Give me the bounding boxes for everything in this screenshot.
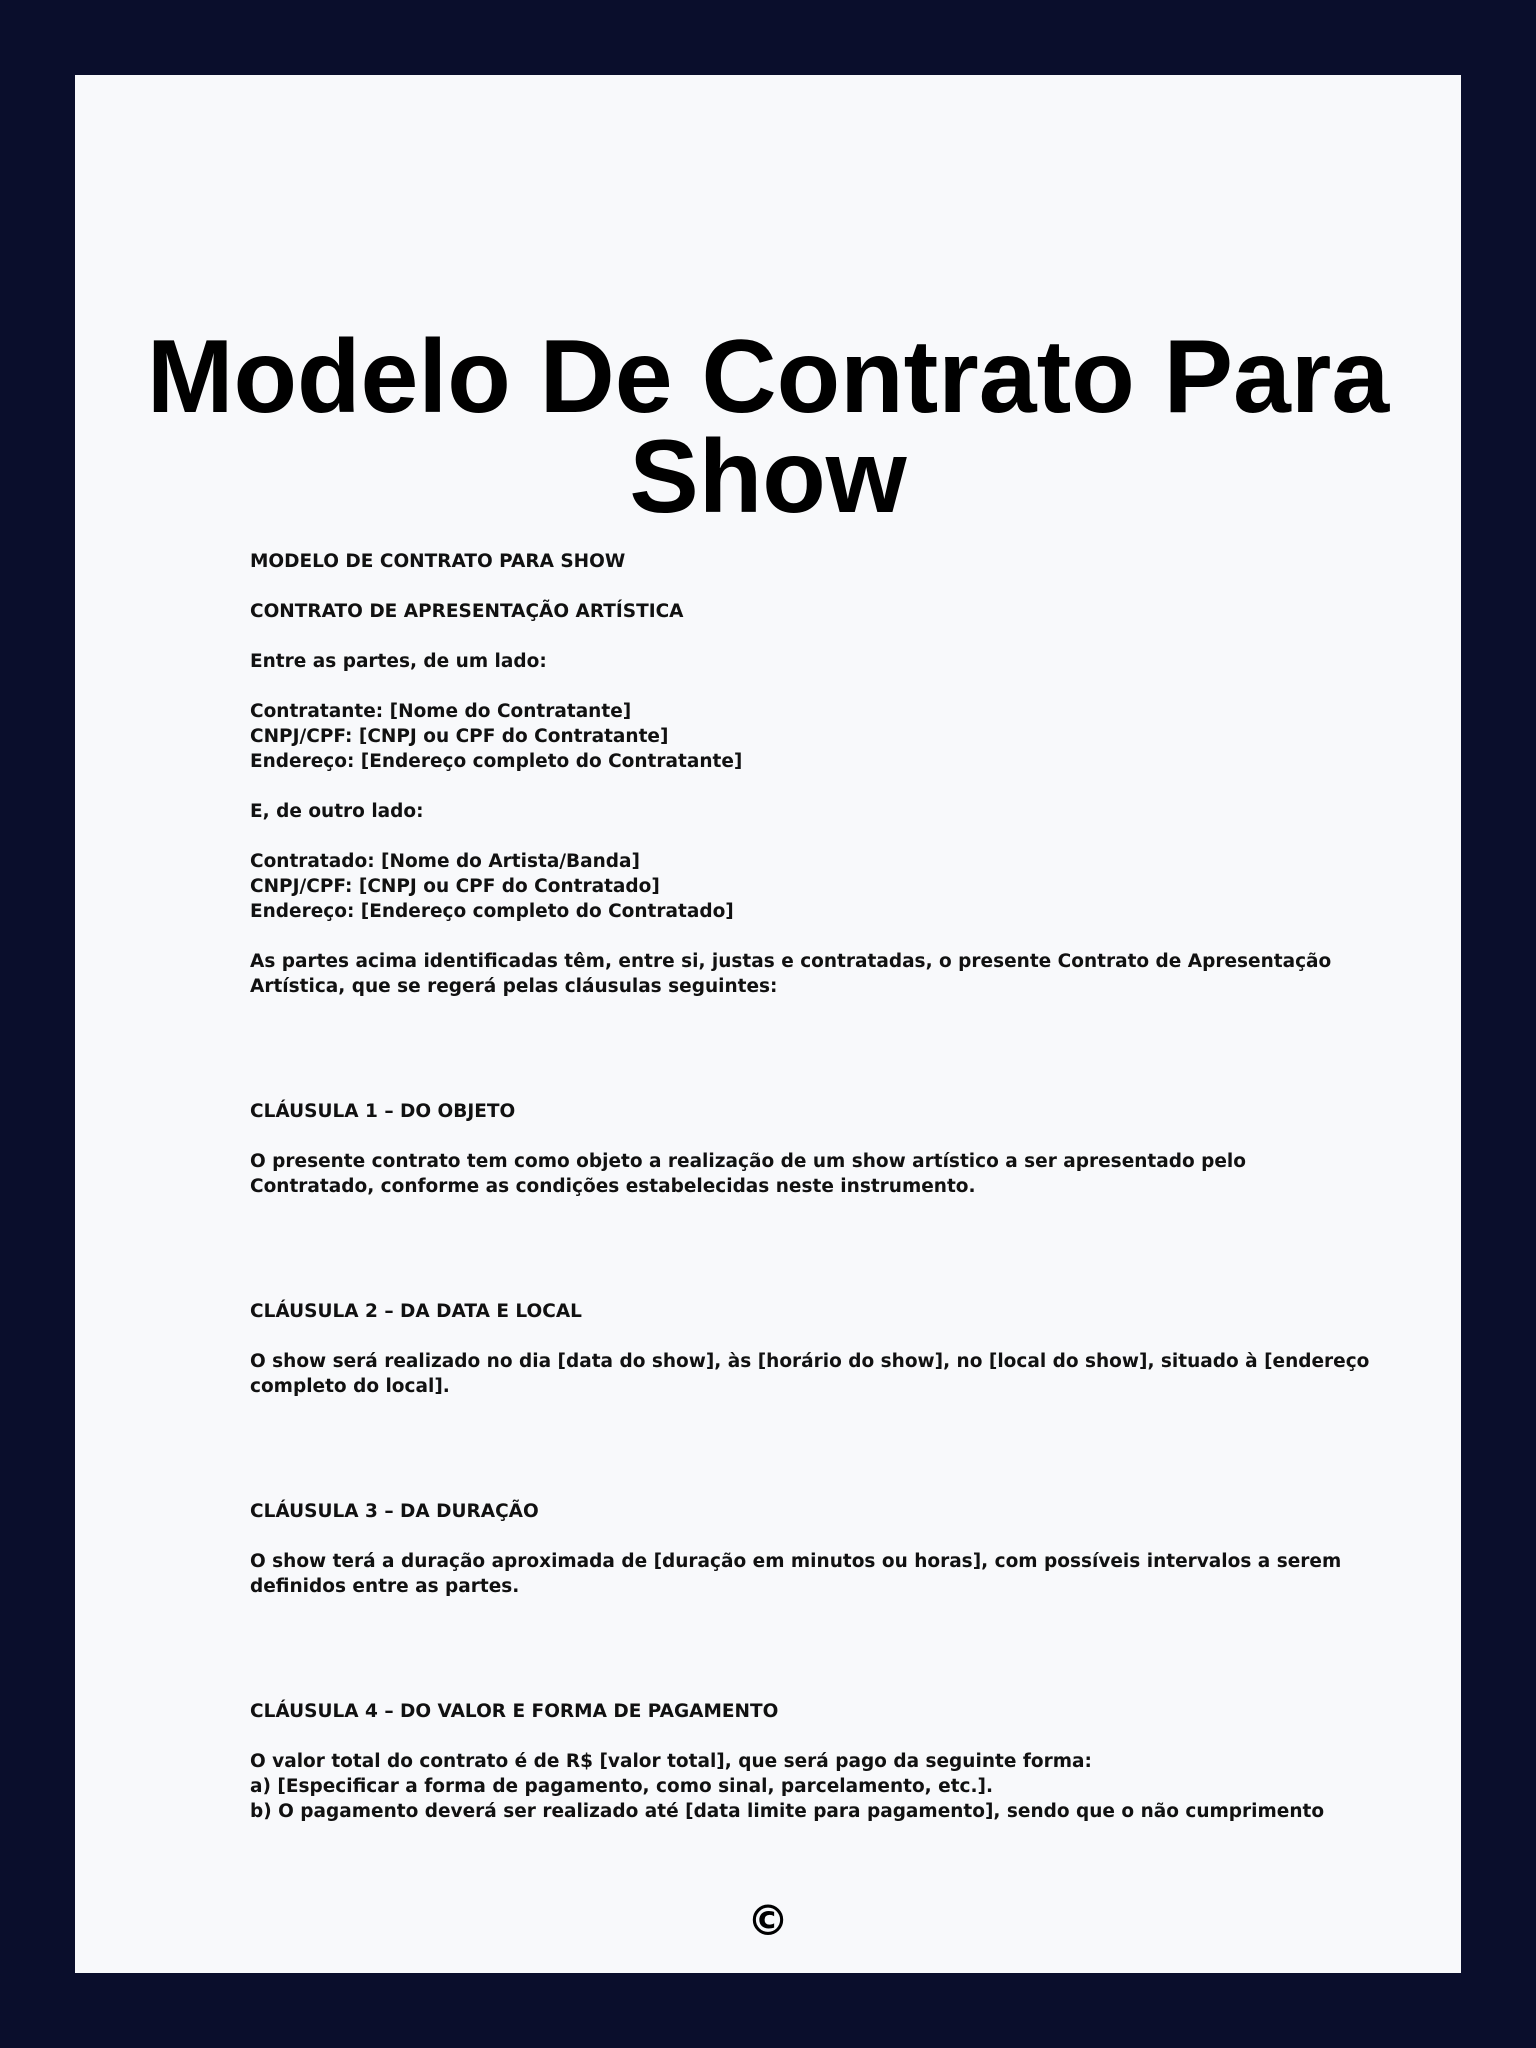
clause-text: O presente contrato tem como objeto a realização de um show artístico a ser apresentado pelo Contratado, conforme as condições estabelecidas neste instrumento. xyxy=(250,1151,1246,1197)
clause-text: O show será realizado no dia [data do show], às [horário do show], no [local do show], situado à [endereço completo do local]. xyxy=(250,1351,1370,1397)
first-party-intro: Entre as partes, de um lado: xyxy=(250,651,547,672)
clause-heading: CLÁUSULA 3 – DA DURAÇÃO xyxy=(250,1501,539,1522)
contract-subheading: CONTRATO DE APRESENTAÇÃO ARTÍSTICA xyxy=(250,601,684,622)
preamble-paragraph: As partes acima identificadas têm, entre si, justas e contratadas, o presente Contrato de Apresentação Artística, que se regerá pelas cláusulas seguintes: xyxy=(250,951,1332,997)
clause-heading: CLÁUSULA 1 – DO OBJETO xyxy=(250,1101,516,1122)
second-party-intro: E, de outro lado: xyxy=(250,801,424,822)
contract-heading: MODELO DE CONTRATO PARA SHOW xyxy=(250,551,626,572)
clause-heading: CLÁUSULA 2 – DA DATA E LOCAL xyxy=(250,1301,582,1322)
copyright-icon: © xyxy=(747,1896,789,1945)
clause-heading: CLÁUSULA 4 – DO VALOR E FORMA DE PAGAMENTO xyxy=(250,1701,779,1722)
clause-text: O valor total do contrato é de R$ [valor total], que será pago da seguinte forma: a) [Especificar a forma de pagamento, como sinal, parcelamento, etc.]. b) O pagamento deverá ser realizado até [data limite para pagamento], sendo que o não cumprimento xyxy=(250,1751,1325,1822)
clause-text: O show terá a duração aproximada de [duração em minutos ou horas], com possíveis intervalos a serem definidos entre as partes. xyxy=(250,1551,1342,1597)
contratado-details: Contratado: [Nome do Artista/Banda] CNPJ/CPF: [CNPJ ou CPF do Contratado] Endereço: [Endereço completo do Contratado] xyxy=(250,851,734,922)
document-page xyxy=(75,75,1461,1973)
document-body xyxy=(250,549,1375,1849)
document-title: Modelo De Contrato Para Show xyxy=(146,319,1390,535)
contratante-details: Contratante: [Nome do Contratante] CNPJ/CPF: [CNPJ ou CPF do Contratante] Endereço: [Endereço completo do Contratante] xyxy=(250,701,743,772)
